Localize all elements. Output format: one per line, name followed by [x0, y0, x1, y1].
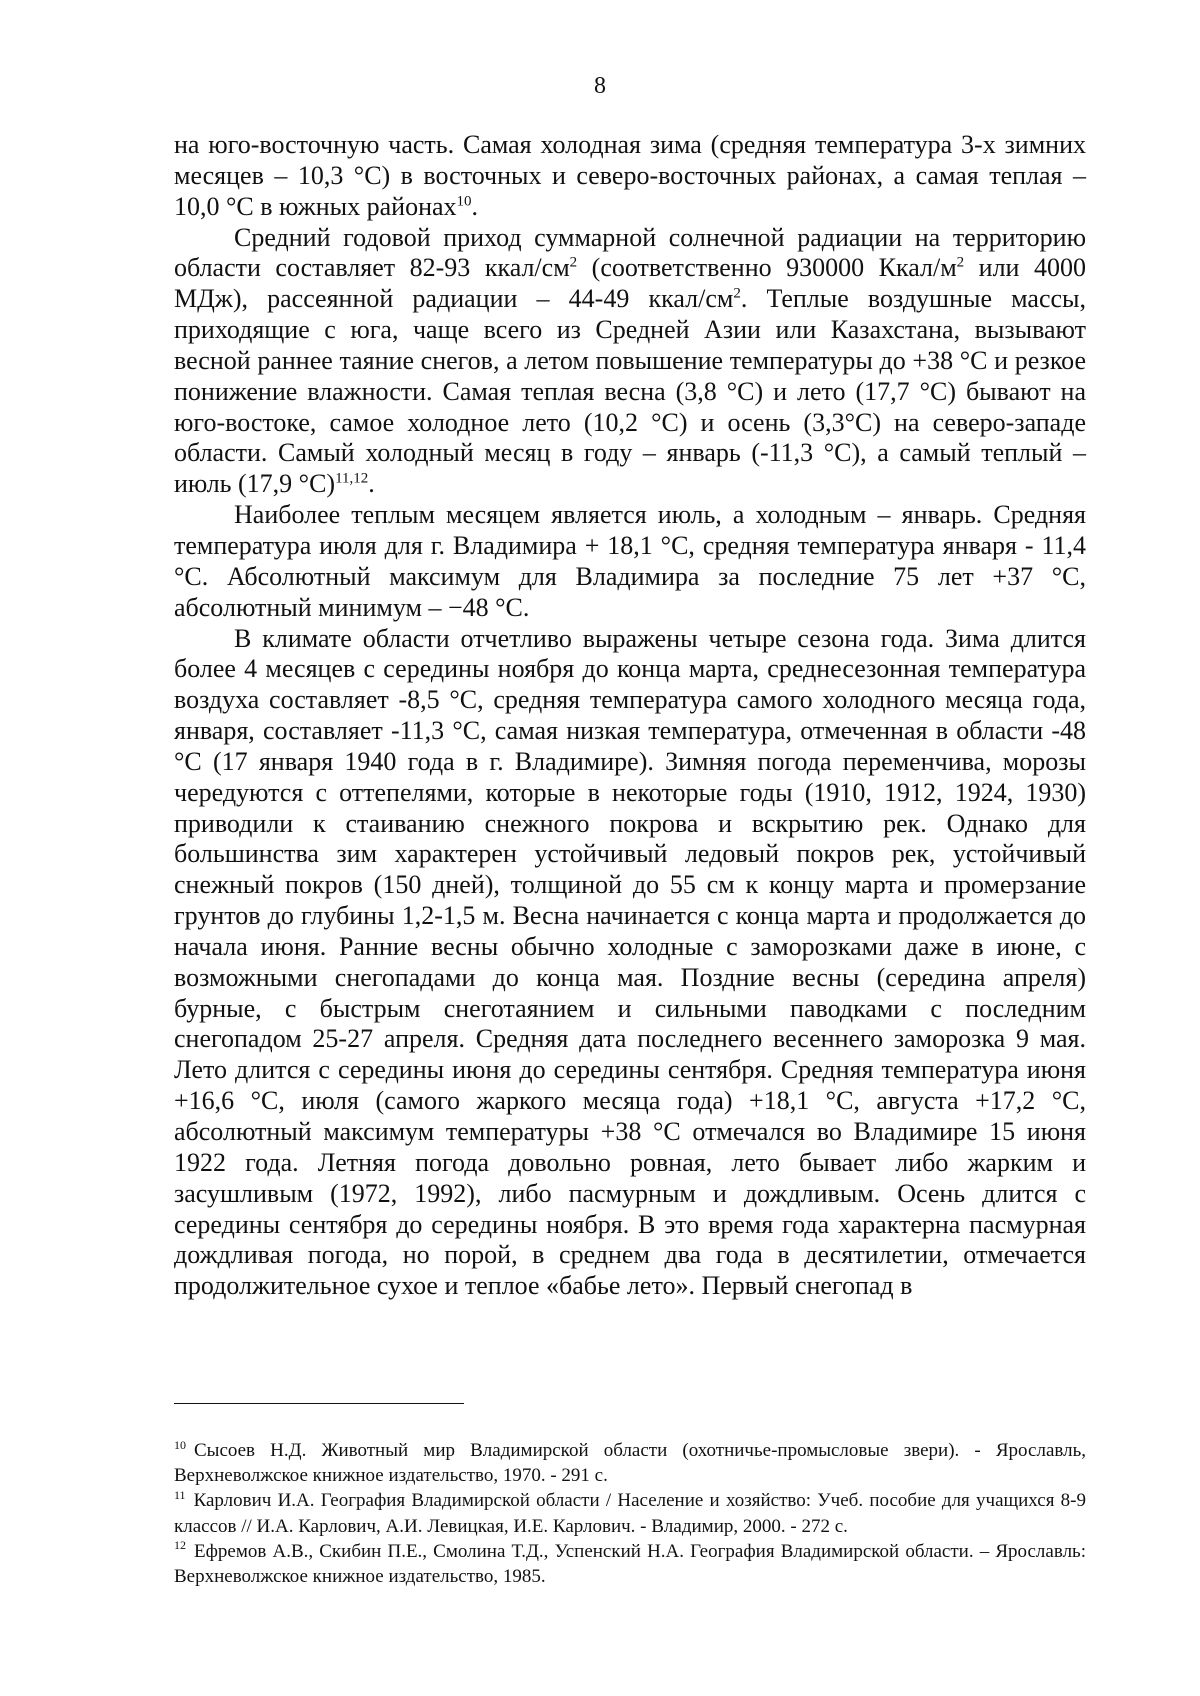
footnote-reference: 11,12	[335, 470, 369, 487]
footnote-text: Карлович И.А. География Владимирской области / Население и хозяйство: Учеб. пособие для учащихся 8-9 классов // И.А. Карлович, А.И. Левицкая, И.Е. Карлович. - Владимир, 2000. - 272 с.	[174, 1490, 1086, 1537]
footnote-divider	[174, 1403, 464, 1404]
footnote-reference: 2	[569, 254, 578, 271]
paragraph-text: на юго-восточную часть. Самая холодная зима (средняя температура 3-х зимних месяцев – 10,3 °С) в восточных и северо-восточных районах, а самая теплая – 10,0 °С в южных районах	[174, 130, 1086, 221]
paragraph-text: Средний годовой приход суммарной солнечной радиации на территорию области составляет 82-93 ккал/см	[174, 222, 1086, 283]
body-paragraph	[174, 500, 1086, 623]
body-paragraph	[174, 130, 1086, 223]
paragraph-text: .	[368, 469, 375, 499]
footnote-number: 10	[174, 1437, 186, 1452]
body-paragraph	[174, 223, 1086, 501]
paragraph-text: (соответственно 930000 Ккал/м	[577, 253, 957, 283]
footnote-reference: 2	[733, 285, 741, 302]
footnote	[174, 1488, 1086, 1538]
footnotes	[174, 1438, 1086, 1589]
body-paragraph	[174, 624, 1086, 1303]
page-number: 8	[594, 73, 606, 99]
footnote-number: 11	[174, 1488, 186, 1503]
footnote	[174, 1539, 1086, 1589]
footnote-reference: 2	[956, 254, 965, 271]
footnote	[174, 1438, 1086, 1488]
footnote-text: Ефремов А.В., Скибин П.Е., Смолина Т.Д., Успенский Н.А. География Владимирской области. – Ярославль: Верхневолжское книжное издательство, 1985.	[174, 1540, 1086, 1588]
footnote-text: Сысоев Н.Д. Животный мир Владимирской области (охотничье-промысловые звери). - Ярославль, Верхневолжское книжное издательство, 1970. - 291 с.	[174, 1440, 1086, 1487]
paragraph-text: или 4000 МДж), рассеянной радиации – 44-49 ккал/см	[174, 253, 1086, 314]
footnote-number: 12	[174, 1538, 186, 1553]
paragraph-text: .	[471, 191, 479, 221]
paragraph-text: Наиболее теплым месяцем является июль, а холодным – январь. Средняя температура июля для г. Владимира + 18,1 °С, средняя температура января - 11,4 °С. Абсолютный максимум для Владимира за последние 75 лет +37 °С, абсолютный минимум – −48 °С.	[174, 500, 1086, 622]
main-text	[174, 130, 1086, 1302]
paragraph-text: В климате области отчетливо выражены четыре сезона года. Зима длится более 4 месяцев с середины ноября до конца марта, среднесезонная температура воздуха составляет -8,5 °С, средняя температура самого холодного месяца года, января, составляет -11,3 °С, самая низкая температура, отмеченная в области -48 °С (17 января 1940 года в г. Владимире). Зимняя погода переменчива, морозы чередуются с оттепелями, которые в некоторые годы (1910, 1912, 1924, 1930) приводили к стаиванию снежного покрова и вскрытию рек. Однако для большинства зим характерен устойчивый ледовый покров рек, устойчивый снежный покров (150 дней), толщиной до 55 см к концу марта и промерзание грунтов до глубины 1,2-1,5 м. Весна начинается с конца марта и продолжается до начала июня. Ранние весны обычно холодные с заморозками даже в июне, с возможными снегопадами до конца мая. Поздние весны (середина апреля) бурные, с быстрым снеготаянием и сильными паводками с последним снегопадом 25-27 апреля. Средняя дата последнего весеннего заморозка 9 мая. Лето длится с середины июня до середины сентября. Средняя температура июня +16,6 °С, июля (самого жаркого месяца года) +18,1 °С, августа +17,2 °С, абсолютный максимум температуры +38 °С отмечался во Владимире 15 июня 1922 года. Летняя погода довольно ровная, лето бывает либо жарким и засушливым (1972, 1992), либо пасмурным и дождливым. Осень длится с середины сентября до середины ноября. В это время года характерна пасмурная дождливая погода, но порой, в среднем два года в десятилетии, отмечается продолжительное сухое и теплое «бабье лето». Первый снегопад в	[174, 623, 1086, 1301]
paragraph-text: . Теплые воздушные массы, приходящие с юга, чаще всего из Средней Азии или Казахстана, вызывают весной раннее таяние снегов, а летом повышение температуры до +38 °С и резкое понижение влажности. Самая теплая весна (3,8 °С) и лето (17,7 °С) бывают на юго-востоке, самое холодное лето (10,2 °С) и осень (3,3°С) на северо-западе области. Самый холодный месяц в году – январь (-11,3 °С), а самый теплый – июль (17,9 °С)	[174, 284, 1086, 499]
footnote-reference: 10	[456, 193, 472, 210]
